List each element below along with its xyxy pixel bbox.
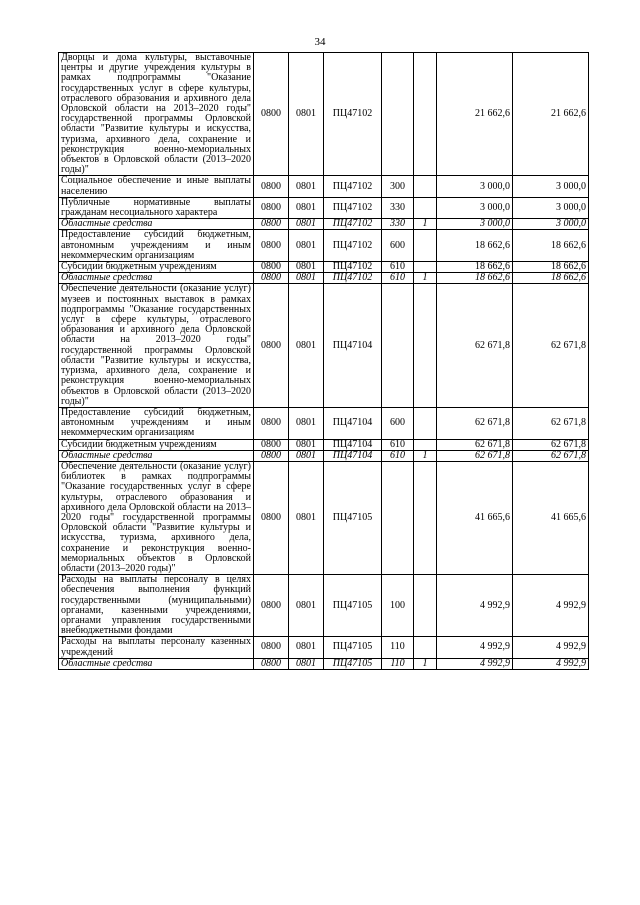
cell-name: Областные средства — [59, 273, 254, 284]
cell-amount-2: 3 000,0 — [513, 197, 589, 218]
cell-name: Предоставление субсидий бюджетным, автономным учреждениям и иным некоммерческим организациям — [59, 407, 254, 439]
cell-funding-source — [414, 637, 437, 658]
table-row — [59, 53, 589, 176]
cell-target-article: ПЦ47105 — [324, 575, 382, 637]
cell-amount-1: 4 992,9 — [437, 658, 513, 669]
cell-section: 0800 — [254, 658, 289, 669]
cell-name: Областные средства — [59, 658, 254, 669]
cell-target-article: ПЦ47102 — [324, 273, 382, 284]
cell-amount-1: 3 000,0 — [437, 197, 513, 218]
cell-name: Субсидии бюджетным учреждениям — [59, 262, 254, 273]
cell-funding-source — [414, 461, 437, 574]
table-row — [59, 219, 589, 230]
table-row — [59, 230, 589, 262]
cell-section: 0800 — [254, 407, 289, 439]
cell-section: 0800 — [254, 197, 289, 218]
cell-target-article: ПЦ47105 — [324, 637, 382, 658]
cell-section: 0800 — [254, 637, 289, 658]
cell-name: Обеспечение деятельности (оказание услуг) музеев и постоянных выставок в рамках подпрограммы "Оказание государственных услуг в сфере культуры, отраслевого образования и архивного дела Орловской области на 2013–2020 годы" государственной программы Орловской области "Развитие культуры и искусства, туризма, архивного дела, сохранение и реконструкция военно-мемориальных объектов в Орловской области (2013–2020 годы)" — [59, 284, 254, 407]
cell-amount-1: 41 665,6 — [437, 461, 513, 574]
cell-target-article: ПЦ47102 — [324, 197, 382, 218]
cell-section: 0800 — [254, 284, 289, 407]
cell-subsection: 0801 — [289, 284, 324, 407]
cell-amount-2: 18 662,6 — [513, 230, 589, 262]
cell-subsection: 0801 — [289, 461, 324, 574]
cell-section: 0800 — [254, 273, 289, 284]
cell-name: Предоставление субсидий бюджетным, автономным учреждениям и иным некоммерческим организациям — [59, 230, 254, 262]
cell-funding-source: 1 — [414, 273, 437, 284]
cell-amount-2: 21 662,6 — [513, 53, 589, 176]
cell-section: 0800 — [254, 262, 289, 273]
cell-name: Дворцы и дома культуры, выставочные центры и другие учреждения культуры в рамках подпрограммы "Оказание государственных услуг в сфере культуры, отраслевого образования и архивного дела Орловской области на 2013–2020 годы" государственной программы Орловской области "Развитие культуры и искусства, туризма, архивного дела, сохранение и реконструкция военно-мемориальных объектов в Орловской области (2013–2020 годы)" — [59, 53, 254, 176]
cell-amount-1: 62 671,8 — [437, 439, 513, 450]
cell-amount-1: 18 662,6 — [437, 230, 513, 262]
cell-amount-2: 4 992,9 — [513, 658, 589, 669]
cell-section: 0800 — [254, 575, 289, 637]
cell-amount-2: 18 662,6 — [513, 262, 589, 273]
cell-name: Расходы на выплаты персоналу казенных учреждений — [59, 637, 254, 658]
table-row — [59, 284, 589, 407]
cell-amount-2: 18 662,6 — [513, 273, 589, 284]
cell-expense-type: 610 — [382, 262, 414, 273]
cell-amount-2: 4 992,9 — [513, 575, 589, 637]
cell-expense-type: 610 — [382, 273, 414, 284]
cell-target-article: ПЦ47104 — [324, 439, 382, 450]
table-row — [59, 450, 589, 461]
cell-amount-2: 62 671,8 — [513, 439, 589, 450]
cell-target-article: ПЦ47102 — [324, 176, 382, 197]
table-row — [59, 273, 589, 284]
cell-target-article: ПЦ47102 — [324, 219, 382, 230]
cell-target-article: ПЦ47104 — [324, 407, 382, 439]
cell-section: 0800 — [254, 461, 289, 574]
cell-name: Социальное обеспечение и иные выплаты населению — [59, 176, 254, 197]
table-row — [59, 262, 589, 273]
cell-section: 0800 — [254, 219, 289, 230]
cell-target-article: ПЦ47102 — [324, 53, 382, 176]
cell-funding-source — [414, 407, 437, 439]
cell-funding-source — [414, 197, 437, 218]
cell-subsection: 0801 — [289, 575, 324, 637]
cell-target-article: ПЦ47102 — [324, 230, 382, 262]
cell-amount-1: 62 671,8 — [437, 450, 513, 461]
cell-target-article: ПЦ47104 — [324, 450, 382, 461]
cell-funding-source — [414, 284, 437, 407]
table-row — [59, 176, 589, 197]
cell-amount-1: 4 992,9 — [437, 637, 513, 658]
cell-amount-2: 62 671,8 — [513, 450, 589, 461]
table-row — [59, 658, 589, 669]
cell-subsection: 0801 — [289, 407, 324, 439]
cell-section: 0800 — [254, 176, 289, 197]
page-number: 34 — [314, 36, 326, 48]
cell-expense-type: 330 — [382, 197, 414, 218]
cell-name: Субсидии бюджетным учреждениям — [59, 439, 254, 450]
cell-expense-type — [382, 461, 414, 574]
cell-expense-type: 610 — [382, 450, 414, 461]
cell-expense-type: 300 — [382, 176, 414, 197]
cell-subsection: 0801 — [289, 262, 324, 273]
cell-expense-type: 110 — [382, 658, 414, 669]
cell-name: Публичные нормативные выплаты гражданам несоциального характера — [59, 197, 254, 218]
cell-funding-source — [414, 575, 437, 637]
table-row — [59, 407, 589, 439]
cell-amount-1: 18 662,6 — [437, 273, 513, 284]
cell-funding-source — [414, 262, 437, 273]
cell-funding-source — [414, 176, 437, 197]
cell-subsection: 0801 — [289, 273, 324, 284]
cell-amount-2: 3 000,0 — [513, 219, 589, 230]
cell-amount-1: 62 671,8 — [437, 284, 513, 407]
cell-subsection: 0801 — [289, 439, 324, 450]
cell-target-article: ПЦ47104 — [324, 284, 382, 407]
cell-name: Расходы на выплаты персоналу в целях обеспечения выполнения функций государственными (муниципальными) органами, казенными учреждениями, органами управления государственными внебюджетными фондами — [59, 575, 254, 637]
cell-funding-source — [414, 230, 437, 262]
cell-subsection: 0801 — [289, 230, 324, 262]
cell-funding-source — [414, 53, 437, 176]
cell-funding-source: 1 — [414, 658, 437, 669]
cell-amount-2: 4 992,9 — [513, 637, 589, 658]
cell-amount-1: 4 992,9 — [437, 575, 513, 637]
cell-section: 0800 — [254, 439, 289, 450]
cell-amount-1: 21 662,6 — [437, 53, 513, 176]
table-row — [59, 197, 589, 218]
cell-expense-type: 600 — [382, 407, 414, 439]
cell-amount-1: 3 000,0 — [437, 176, 513, 197]
cell-funding-source: 1 — [414, 450, 437, 461]
cell-subsection: 0801 — [289, 219, 324, 230]
cell-target-article: ПЦ47105 — [324, 658, 382, 669]
cell-expense-type: 600 — [382, 230, 414, 262]
cell-expense-type: 330 — [382, 219, 414, 230]
cell-expense-type — [382, 284, 414, 407]
budget-table — [58, 52, 589, 670]
cell-amount-2: 41 665,6 — [513, 461, 589, 574]
cell-section: 0800 — [254, 230, 289, 262]
cell-subsection: 0801 — [289, 450, 324, 461]
cell-funding-source: 1 — [414, 219, 437, 230]
cell-amount-2: 62 671,8 — [513, 284, 589, 407]
cell-target-article: ПЦ47105 — [324, 461, 382, 574]
cell-subsection: 0801 — [289, 197, 324, 218]
cell-target-article: ПЦ47102 — [324, 262, 382, 273]
cell-section: 0800 — [254, 53, 289, 176]
cell-amount-1: 3 000,0 — [437, 219, 513, 230]
cell-name: Областные средства — [59, 450, 254, 461]
cell-name: Обеспечение деятельности (оказание услуг) библиотек в рамках подпрограммы "Оказание государственных услуг в сфере культуры, отраслевого образования и архивного дела Орловской области на 2013–2020 годы" государственной программы Орловской области "Развитие культуры и искусства, туризма, архивного дела, сохранение и реконструкция военно-мемориальных объектов в Орловской области (2013–2020 годы)" — [59, 461, 254, 574]
cell-expense-type: 610 — [382, 439, 414, 450]
cell-subsection: 0801 — [289, 658, 324, 669]
cell-expense-type — [382, 53, 414, 176]
cell-subsection: 0801 — [289, 176, 324, 197]
cell-expense-type: 110 — [382, 637, 414, 658]
cell-amount-1: 62 671,8 — [437, 407, 513, 439]
table-row — [59, 439, 589, 450]
table-row — [59, 575, 589, 637]
cell-name: Областные средства — [59, 219, 254, 230]
cell-subsection: 0801 — [289, 53, 324, 176]
cell-amount-1: 18 662,6 — [437, 262, 513, 273]
cell-amount-2: 3 000,0 — [513, 176, 589, 197]
cell-expense-type: 100 — [382, 575, 414, 637]
table-row — [59, 461, 589, 574]
table-body — [59, 53, 589, 670]
cell-funding-source — [414, 439, 437, 450]
cell-section: 0800 — [254, 450, 289, 461]
table-row — [59, 637, 589, 658]
cell-subsection: 0801 — [289, 637, 324, 658]
cell-amount-2: 62 671,8 — [513, 407, 589, 439]
